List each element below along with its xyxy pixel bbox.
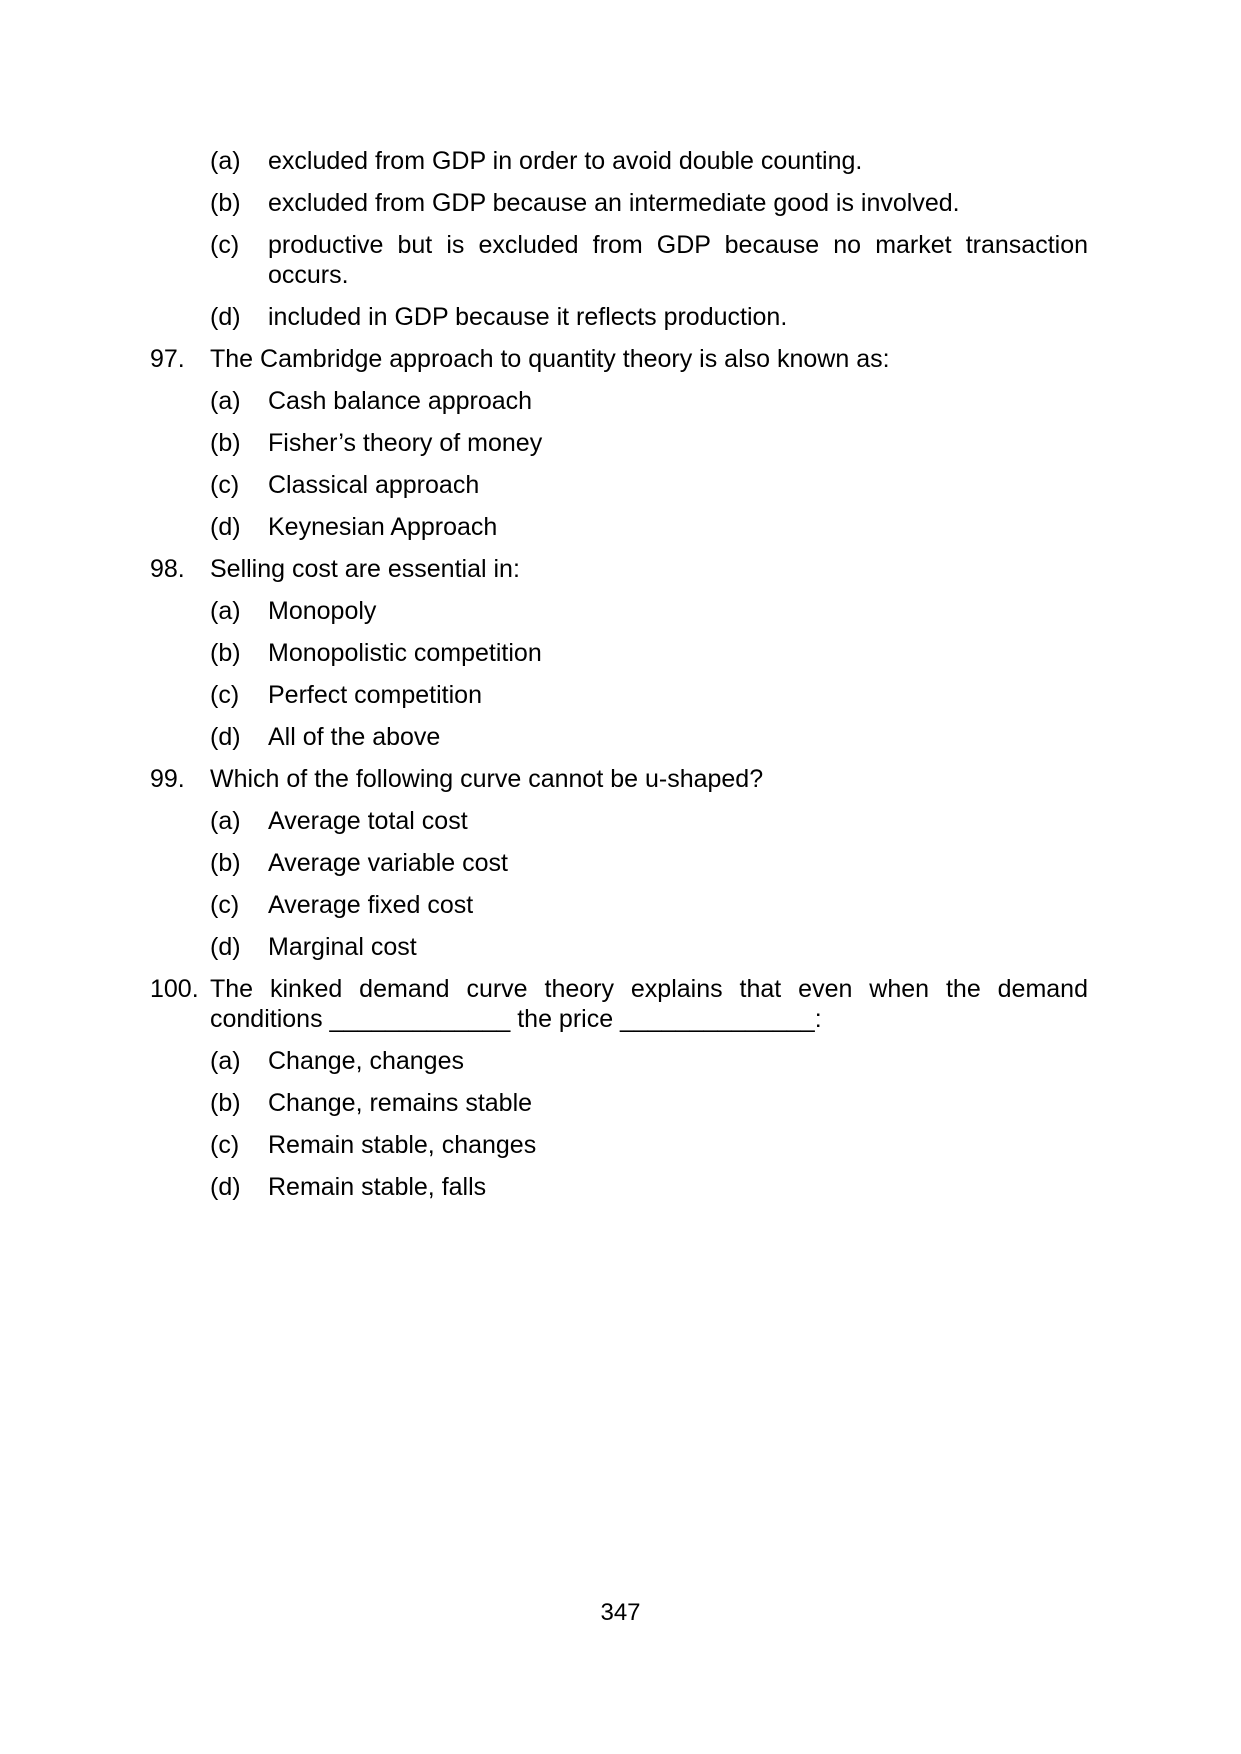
option-item [210,806,1088,836]
option-marker: (a) [210,597,241,625]
option-item [210,1088,1088,1118]
question-list [150,146,1088,1214]
question-number: 99. [150,765,185,793]
question-text-line1: The kinked demand curve theory explains that even when the demand [210,975,1088,1003]
option-item [210,890,1088,920]
option-marker: (c) [210,891,240,919]
question-text: The Cambridge approach to quantity theory is also known as: [210,345,890,373]
option-marker: (d) [210,723,241,751]
option-text: Keynesian Approach [268,513,498,541]
question-text [210,974,1088,1034]
option-text-line1: productive but is excluded from GDP because no market transaction [268,231,1088,259]
option-text: Classical approach [268,471,480,499]
option-marker: (d) [210,303,241,331]
option-text: All of the above [268,723,441,751]
option-text: Monopoly [268,597,377,625]
option-item [210,680,1088,710]
option-text: Cash balance approach [268,387,533,415]
question-item [150,554,1088,584]
option-text: included in GDP because it reflects production. [268,303,788,331]
option-text: Remain stable, changes [268,1131,537,1159]
option-marker: (c) [210,1131,240,1159]
option-text: Average fixed cost [268,891,474,919]
option-marker: (a) [210,147,241,175]
option-item [210,146,1088,176]
option-marker: (b) [210,639,241,667]
question-text: Selling cost are essential in: [210,555,520,583]
option-marker: (b) [210,849,241,877]
option-text: Perfect competition [268,681,482,709]
option-text: Remain stable, falls [268,1173,487,1201]
option-item [210,1172,1088,1202]
option-item [210,932,1088,962]
option-marker: (a) [210,807,241,835]
option-item [210,302,1088,332]
option-item [210,848,1088,878]
question-item [150,974,1088,1034]
option-marker: (d) [210,933,241,961]
option-item [210,428,1088,458]
option-text: Average variable cost [268,849,508,877]
option-marker: (c) [210,471,240,499]
option-text: Change, remains stable [268,1089,533,1117]
option-item [210,386,1088,416]
question-item [150,764,1088,794]
option-marker: (d) [210,1173,241,1201]
option-item [210,722,1088,752]
option-marker: (b) [210,189,241,217]
option-item [210,470,1088,500]
option-item [210,596,1088,626]
question-number: 98. [150,555,185,583]
option-marker: (c) [210,231,240,259]
option-text: Monopolistic competition [268,639,542,667]
option-text: Change, changes [268,1047,464,1075]
page-number: 347 [600,1599,641,1626]
option-text: Marginal cost [268,933,417,961]
option-marker: (b) [210,429,241,457]
option-item [210,512,1088,542]
option-text: excluded from GDP because an intermediate good is involved. [268,189,960,217]
option-marker: (d) [210,513,241,541]
question-text-line2: conditions _____________ the price ______________: [210,1005,822,1033]
question-number: 97. [150,345,185,373]
option-marker: (a) [210,1047,241,1075]
option-text-line2: occurs. [268,261,349,289]
option-item [210,1046,1088,1076]
option-item [210,638,1088,668]
option-marker: (c) [210,681,240,709]
option-item [210,230,1088,290]
option-marker: (b) [210,1089,241,1117]
option-text: Average total cost [268,807,468,835]
option-text [268,230,1088,290]
question-number: 100. [150,975,199,1003]
question-text: Which of the following curve cannot be u-shaped? [210,765,764,793]
option-item [210,1130,1088,1160]
option-text: Fisher’s theory of money [268,429,543,457]
option-marker: (a) [210,387,241,415]
question-item [150,344,1088,374]
option-text: excluded from GDP in order to avoid double counting. [268,147,863,175]
option-item [210,188,1088,218]
